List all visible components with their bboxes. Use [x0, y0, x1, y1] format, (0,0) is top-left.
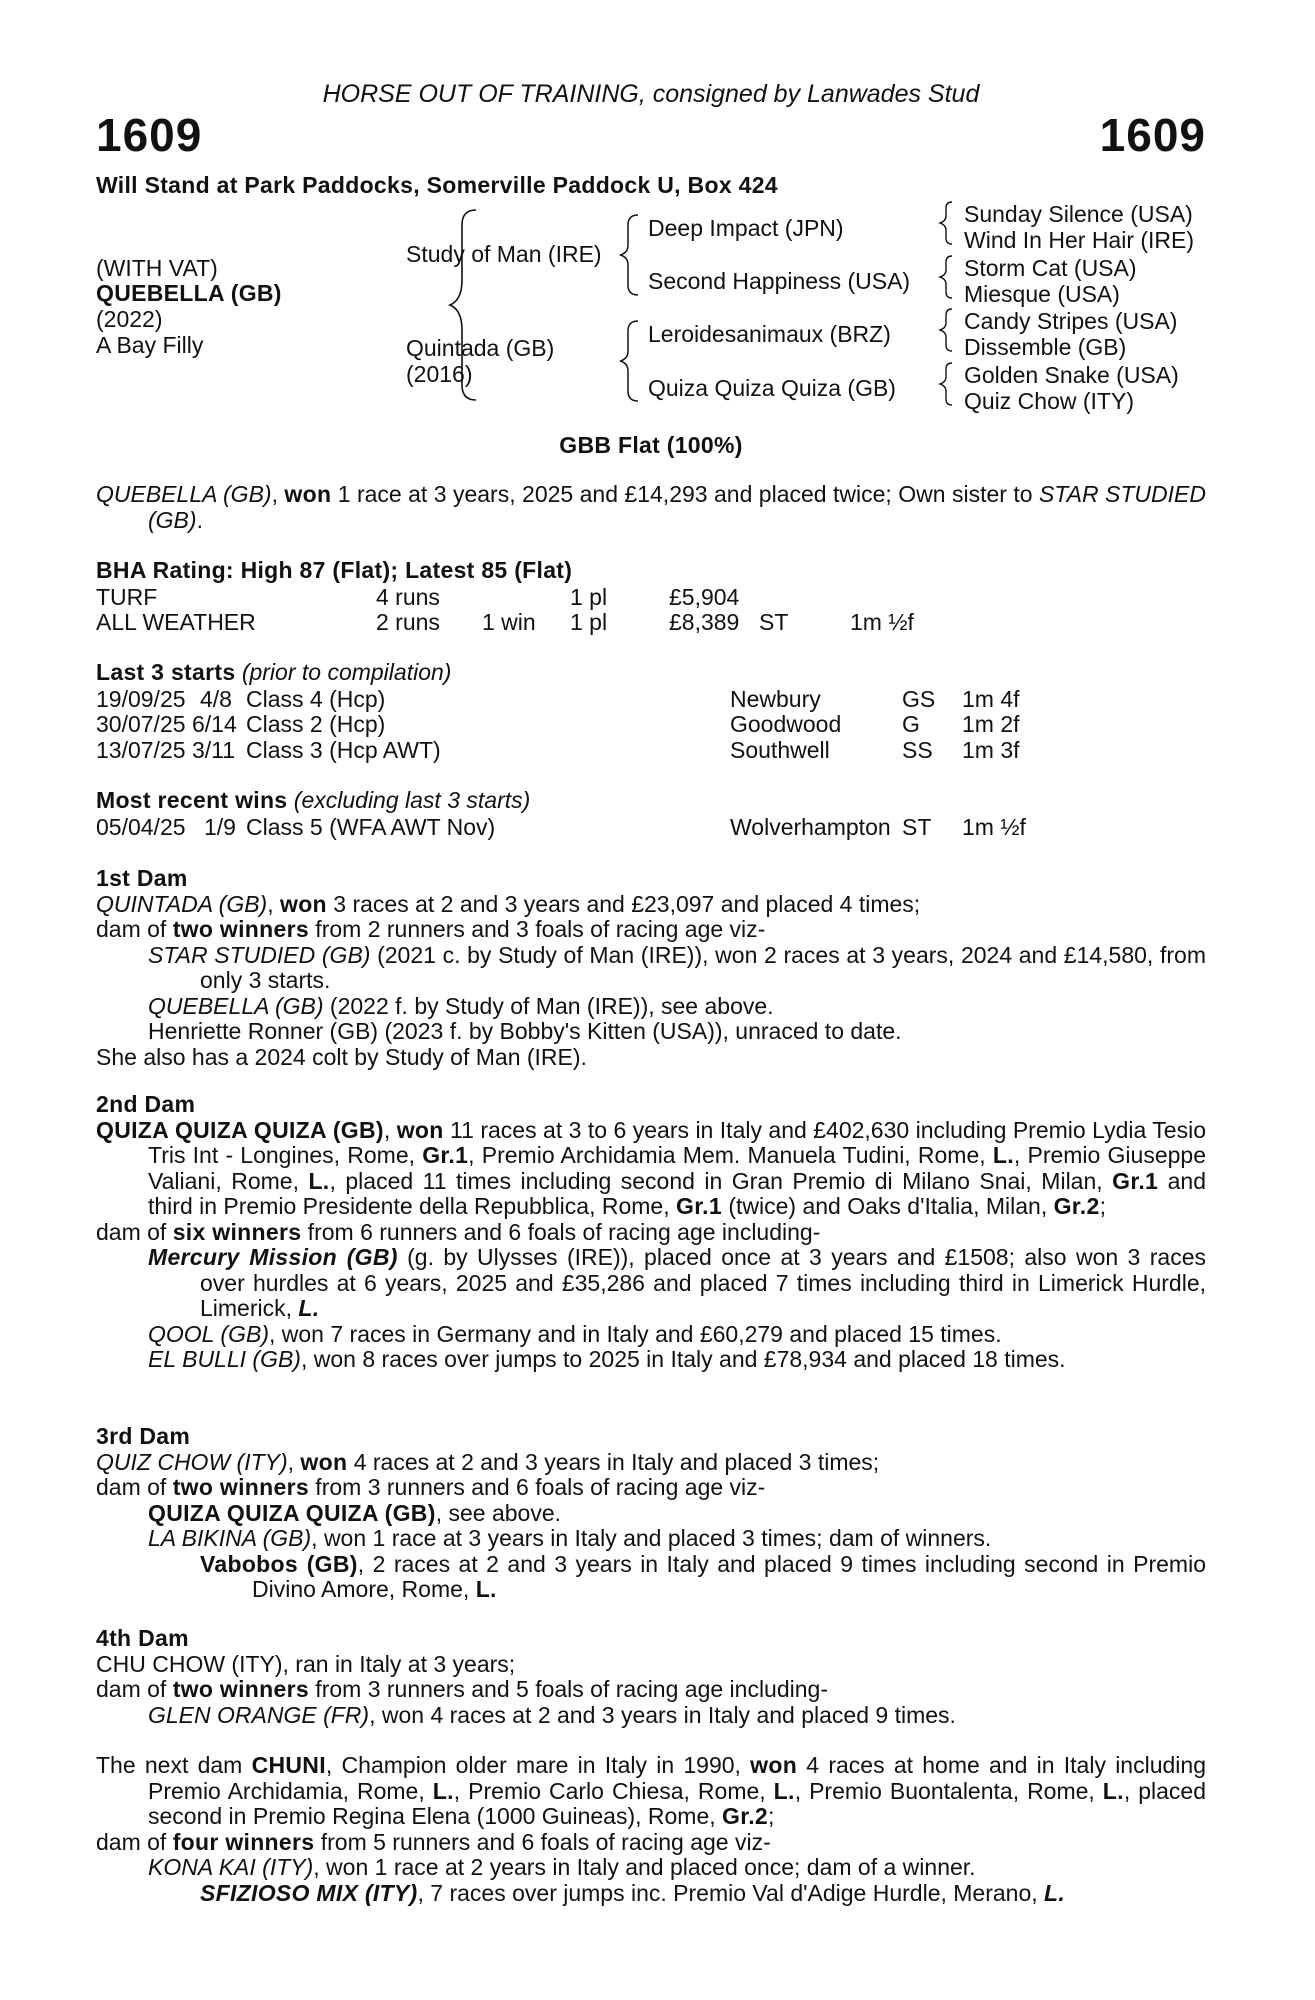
produce-quebella: QUEBELLA (GB): [148, 992, 324, 1019]
first-dam-produce-c: from 2 runners and 3 foals of racing age viz-: [308, 916, 766, 942]
grade-badge: Gr.1: [422, 1142, 469, 1168]
bha-rating-title: BHA Rating: High 87 (Flat); Latest 85 (Flat): [96, 557, 573, 583]
win-class: Class 5 (WFA AWT Nov): [246, 813, 496, 840]
next-dam-produce-c: from 5 runners and 6 foals of racing age viz-: [314, 1828, 771, 1855]
pedigree-dam-dam: Quiza Quiza Quiza (GB): [648, 375, 896, 401]
next-dam-produce-a: dam of: [96, 1828, 173, 1855]
start-distance: 1m 4f: [962, 685, 1020, 712]
pedigree-dsd: Dissemble (GB): [964, 334, 1127, 360]
fourth-dam-winners: two winners: [172, 1676, 309, 1702]
grade-badge: Gr.2: [722, 1803, 769, 1829]
pedigree-dam-brace: [616, 316, 646, 406]
win-position: 1/9: [204, 813, 236, 840]
recent-note: (excluding last 3 starts): [293, 787, 531, 813]
first-dam-produce-a: dam of: [96, 916, 173, 942]
next-dam-name: CHUNI: [251, 1752, 326, 1778]
consignor-heading: HORSE OUT OF TRAINING, consigned by Lanwades Stud: [322, 80, 980, 108]
summary-horse-name: QUEBELLA (GB): [96, 481, 272, 507]
win-going: ST: [902, 813, 932, 840]
produce-quebella-text: (2022 f. by Study of Man (IRE)), see above.: [323, 992, 774, 1019]
pedigree-sds: Storm Cat (USA): [964, 255, 1137, 281]
produce-vabobos: Vabobos (GB): [200, 1550, 358, 1577]
pedigree-ddd: Quiz Chow (ITY): [964, 388, 1134, 414]
grade-badge: Gr.2: [1053, 1193, 1100, 1219]
lot-number-left: 1609: [96, 109, 203, 161]
produce-qool: QOOL (GB): [148, 1320, 269, 1347]
summary-paragraph: QUEBELLA (GB), won 1 race at 3 years, 2025 and £14,293 and placed twice; Own sister to STAR STUDIED (GB).: [96, 481, 1206, 533]
start-going: SS: [902, 736, 933, 763]
second-dam-text-4: , placed 11 times including second in Gran Premio di Milano Snai, Milan,: [329, 1167, 1113, 1194]
pedigree-dam: Quintada (GB): [406, 335, 555, 361]
listed-badge: L.: [432, 1777, 454, 1804]
second-dam-text-2: , Premio Archidamia Mem. Manuela Tudini, Rome,: [468, 1142, 993, 1168]
pedigree-sire-brace: [616, 210, 646, 300]
second-dam-text-6: (twice) and Oaks d'Italia, Milan,: [721, 1193, 1054, 1219]
rating-placed: 1 pl: [570, 609, 608, 635]
fourth-dam-record: CHU CHOW (ITY), ran in Italy at 3 years;: [96, 1650, 516, 1677]
start-going: GS: [902, 685, 936, 712]
summary-won: won: [284, 481, 332, 507]
produce-star-studied: STAR STUDIED (GB): [148, 941, 371, 968]
next-dam-text-g: ;: [768, 1803, 775, 1829]
win-distance: 1m ½f: [962, 813, 1026, 840]
produce-mercury-mission-text: (g. by Ulysses (IRE)), placed once at 3 years and £1508; also won 3 races over hurdles at 6 years, 2025 and £35,286 and placed 7 times including third in Limerick Hurdle, Limerick,: [200, 1244, 1206, 1321]
pedigree-dds: Golden Snake (USA): [964, 362, 1179, 388]
pedigree-sire-dam: Second Happiness (USA): [648, 268, 911, 294]
gbb-status: GBB Flat (100%): [559, 432, 743, 458]
listed-badge: L.: [773, 1777, 795, 1804]
start-course: Goodwood: [730, 711, 842, 737]
pedigree-sire-sire: Deep Impact (JPN): [648, 215, 844, 241]
summary-text: 1 race at 3 years, 2025 and £14,293 and placed twice; Own sister to: [331, 481, 1039, 507]
listed-badge: L.: [298, 1295, 320, 1321]
produce-2024-colt: She also has a 2024 colt by Study of Man (IRE).: [96, 1043, 587, 1070]
produce-la-bikina: LA BIKINA (GB): [148, 1525, 312, 1551]
second-dam-text-7: ;: [1099, 1193, 1106, 1219]
produce-star-studied-text: (2021 c. by Study of Man (IRE)), won 2 races at 3 years, 2024 and £14,580, from only 3 starts.: [200, 941, 1206, 993]
produce-glen-orange: GLEN ORANGE (FR): [148, 1701, 370, 1728]
pedigree-dam-year: (2016): [406, 361, 473, 387]
summary-end: .: [196, 506, 203, 533]
produce-sfizioso-mix: SFIZIOSO MIX (ITY): [200, 1879, 418, 1906]
second-dam-text-5: and third in Premio Presidente della Repubblica, Rome,: [148, 1167, 1206, 1219]
start-position: 4/8: [200, 685, 232, 712]
start-class: Class 3 (Hcp AWT): [246, 736, 441, 763]
listed-badge: L.: [1044, 1879, 1066, 1906]
first-dam-record: 3 races at 2 and 3 years and £23,097 and placed 4 times;: [326, 890, 921, 917]
vat-status: (WITH VAT): [96, 255, 218, 281]
lot-number-right: 1609: [1099, 109, 1206, 161]
rating-distance: 1m ½f: [850, 609, 914, 635]
rating-surface: ALL WEATHER: [96, 609, 256, 635]
last3-note: (prior to compilation): [241, 659, 452, 685]
next-dam-text-d: , Premio Carlo Chiesa, Rome,: [453, 1777, 774, 1804]
produce-vabobos-text: , 2 races at 2 and 3 years in Italy and placed 9 times including second in Premio Divino Amore, Rome,: [252, 1550, 1206, 1602]
produce-qool-text: , won 7 races in Germany and in Italy and £60,279 and placed 15 times.: [269, 1320, 1002, 1347]
fourth-dam-title: 4th Dam: [96, 1625, 189, 1651]
horse-year: (2022): [96, 306, 163, 332]
produce-kona-kai-text: , won 1 race at 2 years in Italy and placed once; dam of a winner.: [313, 1854, 976, 1880]
start-position: 6/14: [192, 711, 237, 737]
third-dam-won: won: [300, 1448, 348, 1475]
produce-sfizioso-mix-text: , 7 races over jumps inc. Premio Val d'Adige Hurdle, Merano,: [417, 1879, 1045, 1906]
start-distance: 1m 3f: [962, 736, 1020, 763]
rating-going: ST: [759, 609, 789, 635]
produce-quiza-quiza-quiza: QUIZA QUIZA QUIZA (GB): [148, 1499, 436, 1526]
first-dam-winners: two winners: [172, 916, 309, 942]
win-row: [96, 814, 1206, 840]
rating-runs: 4 runs: [376, 583, 440, 610]
pedigree-sire: Study of Man (IRE): [406, 241, 602, 267]
start-row: [96, 737, 1206, 763]
third-dam-winners: two winners: [172, 1474, 309, 1500]
third-dam-produce-c: from 3 runners and 6 foals of racing age viz-: [308, 1474, 766, 1500]
first-dam-name: QUINTADA (GB): [96, 890, 268, 917]
fourth-dam-section: [96, 1626, 1206, 1728]
produce-el-bulli-text: , won 8 races over jumps to 2025 in Italy and £78,934 and placed 18 times.: [300, 1346, 1066, 1372]
second-dam-produce-a: dam of: [96, 1218, 173, 1245]
win-course: Wolverhampton: [730, 813, 891, 840]
second-dam-title: 2nd Dam: [96, 1091, 196, 1117]
first-dam-title: 1st Dam: [96, 865, 188, 891]
produce-glen-orange-text: , won 4 races at 2 and 3 years in Italy and placed 9 times.: [369, 1701, 956, 1728]
next-dam-text-e: , Premio Buontalenta, Rome,: [794, 1777, 1103, 1804]
pedigree-sdd: Miesque (USA): [964, 281, 1120, 307]
most-recent-wins: [96, 788, 1206, 839]
rating-placed: 1 pl: [570, 583, 608, 610]
bha-rating-block: [96, 558, 1206, 635]
win-date: 05/04/25: [96, 813, 186, 840]
next-dam-text-c: 4 races at home and in Italy including Premio Archidamia, Rome,: [148, 1752, 1206, 1804]
summary-sister: STAR STUDIED (GB): [148, 481, 1206, 533]
next-dam-text-b: , Champion older mare in Italy in 1990,: [325, 1752, 751, 1778]
second-dam-won: won: [396, 1116, 444, 1143]
produce-henriette-ronner: Henriette Ronner (GB) (2023 f. by Bobby's Kitten (USA)), unraced to date.: [148, 1018, 902, 1044]
produce-quiza-text: , see above.: [435, 1499, 561, 1526]
last3-title: Last 3 starts: [96, 659, 236, 685]
pedigree-third-generation-braces: [936, 198, 956, 418]
listed-badge: L.: [475, 1576, 497, 1602]
third-dam-title: 3rd Dam: [96, 1423, 191, 1449]
rating-runs: 2 runs: [376, 609, 440, 635]
second-dam-winners: six winners: [172, 1218, 302, 1245]
listed-badge: L.: [1102, 1777, 1124, 1804]
start-row: [96, 711, 1206, 737]
last-three-starts: [96, 660, 1206, 762]
next-dam-intro: The next dam: [96, 1752, 252, 1778]
listed-badge: L.: [992, 1142, 1014, 1168]
third-dam-record: 4 races at 2 and 3 years in Italy and placed 3 times;: [347, 1448, 880, 1475]
fourth-dam-produce-c: from 3 runners and 5 foals of racing age including-: [308, 1676, 828, 1702]
second-dam-text-3: , Premio Giuseppe Valiani, Rome,: [148, 1142, 1206, 1194]
third-dam-section: 3rd Dam QUIZ CHOW (ITY), won 4 races at 2 and 3 years in Italy and placed 3 times; dam of two winners from 3 runners and 6 foals of racing age viz- QUIZA QUIZA QUIZA (GB), see above. LA BIKINA (GB), won 1 race at 3 years in Italy and placed 3 times; dam of winners. Vabobos (GB), 2 races at 2 and 3 years in Italy and placed 9 times including second in Premio Divino Amore, Rome, L.: [96, 1423, 1206, 1602]
start-distance: 1m 2f: [962, 711, 1020, 737]
horse-description: A Bay Filly: [96, 332, 204, 358]
start-date: 13/07/25: [96, 736, 186, 763]
listed-badge: L.: [308, 1167, 330, 1194]
first-dam-section: 1st Dam QUINTADA (GB), won 3 races at 2 and 3 years and £23,097 and placed 4 times; dam of two winners from 2 runners and 3 foals of racing age viz- STAR STUDIED (GB) (2021 c. by Study of Man (IRE)), won 2 races at 3 years, 2024 and £14,580, from only 3 starts. QUEBELLA (GB) (2022 f. by Study of Man (IRE)), see above. Henriette Ronner (GB) (2023 f. by Bobby's Kitten (USA)), unraced to date. She also has a 2024 colt by Study of Man (IRE).: [96, 865, 1206, 1070]
rating-amount: £8,389: [669, 609, 740, 635]
stabling-location: Will Stand at Park Paddocks, Somerville Paddock U, Box 424: [96, 172, 778, 198]
produce-kona-kai: KONA KAI (ITY): [148, 1854, 314, 1880]
horse-name: QUEBELLA (GB): [96, 280, 282, 306]
rating-amount: £5,904: [669, 583, 740, 610]
fourth-dam-produce-a: dam of: [96, 1676, 173, 1702]
next-dam-winners: four winners: [172, 1828, 315, 1855]
start-class: Class 4 (Hcp): [246, 685, 386, 712]
next-dam-won: won: [750, 1752, 798, 1778]
second-dam-section: 2nd Dam QUIZA QUIZA QUIZA (GB), won 11 races at 3 to 6 years in Italy and £402,630 including Premio Lydia Tesio Tris Int - Longines, Rome, Gr.1, Premio Archidamia Mem. Manuela Tudini, Rome, L., Premio Giuseppe Valiani, Rome, L., placed 11 times including second in Gran Premio di Milano Snai, Milan, Gr.1 and third in Premio Presidente della Repubblica, Rome, Gr.1 (twice) and Oaks d'Italia, Milan, Gr.2; dam of six winners from 6 runners and 6 foals of racing age including- Mercury Mission (GB) (g. by Ulysses (IRE)), placed once at 3 years and £1508; also won 3 races over hurdles at 6 years, 2025 and £35,286 and placed 7 times including third in Limerick Hurdle, Limerick, L. QOOL (GB), won 7 races in Germany and in Italy and £60,279 and placed 15 times. EL BULLI (GB), won 8 races over jumps to 2025 in Italy and £78,934 and placed 18 times.: [96, 1091, 1206, 1372]
rating-wins: 1 win: [482, 609, 536, 635]
start-going: G: [902, 711, 920, 737]
start-course: Southwell: [730, 736, 830, 763]
second-dam-produce-c: from 6 runners and 6 foals of racing age including-: [301, 1218, 821, 1245]
produce-la-bikina-text: , won 1 race at 3 years in Italy and placed 3 times; dam of winners.: [311, 1525, 992, 1551]
start-class: Class 2 (Hcp): [246, 711, 386, 737]
start-position: 3/11: [192, 736, 236, 763]
pedigree-dss: Candy Stripes (USA): [964, 308, 1178, 334]
first-dam-won: won: [280, 890, 327, 917]
race-summary: [96, 482, 1206, 533]
next-dam-section: [96, 1753, 1206, 1906]
recent-title: Most recent wins: [96, 787, 288, 813]
pedigree-sss: Sunday Silence (USA): [964, 201, 1193, 227]
start-date: 19/09/25: [96, 685, 186, 712]
produce-el-bulli: EL BULLI (GB): [148, 1346, 301, 1372]
pedigree-ssd: Wind In Her Hair (IRE): [964, 227, 1195, 253]
rating-row: [96, 609, 1206, 635]
second-dam-text-1: 11 races at 3 to 6 years in Italy and £402,630 including Premio Lydia Tesio Tris Int - Longines, Rome,: [148, 1116, 1206, 1168]
grade-badge: Gr.1: [676, 1193, 722, 1219]
rating-surface: TURF: [96, 583, 158, 610]
rating-row: [96, 584, 1206, 610]
second-dam-name: QUIZA QUIZA QUIZA (GB): [96, 1116, 384, 1143]
start-row: [96, 686, 1206, 712]
produce-mercury-mission: Mercury Mission (GB): [148, 1244, 398, 1270]
third-dam-name: QUIZ CHOW (ITY): [96, 1448, 288, 1475]
start-course: Newbury: [730, 685, 821, 712]
grade-badge: Gr.1: [1112, 1167, 1159, 1194]
third-dam-produce-a: dam of: [96, 1474, 173, 1500]
next-dam-text-f: , placed second in Premio Regina Elena (1000 Guineas), Rome,: [148, 1777, 1206, 1829]
start-date: 30/07/25: [96, 711, 186, 737]
pedigree-dam-sire: Leroidesanimaux (BRZ): [648, 321, 891, 347]
